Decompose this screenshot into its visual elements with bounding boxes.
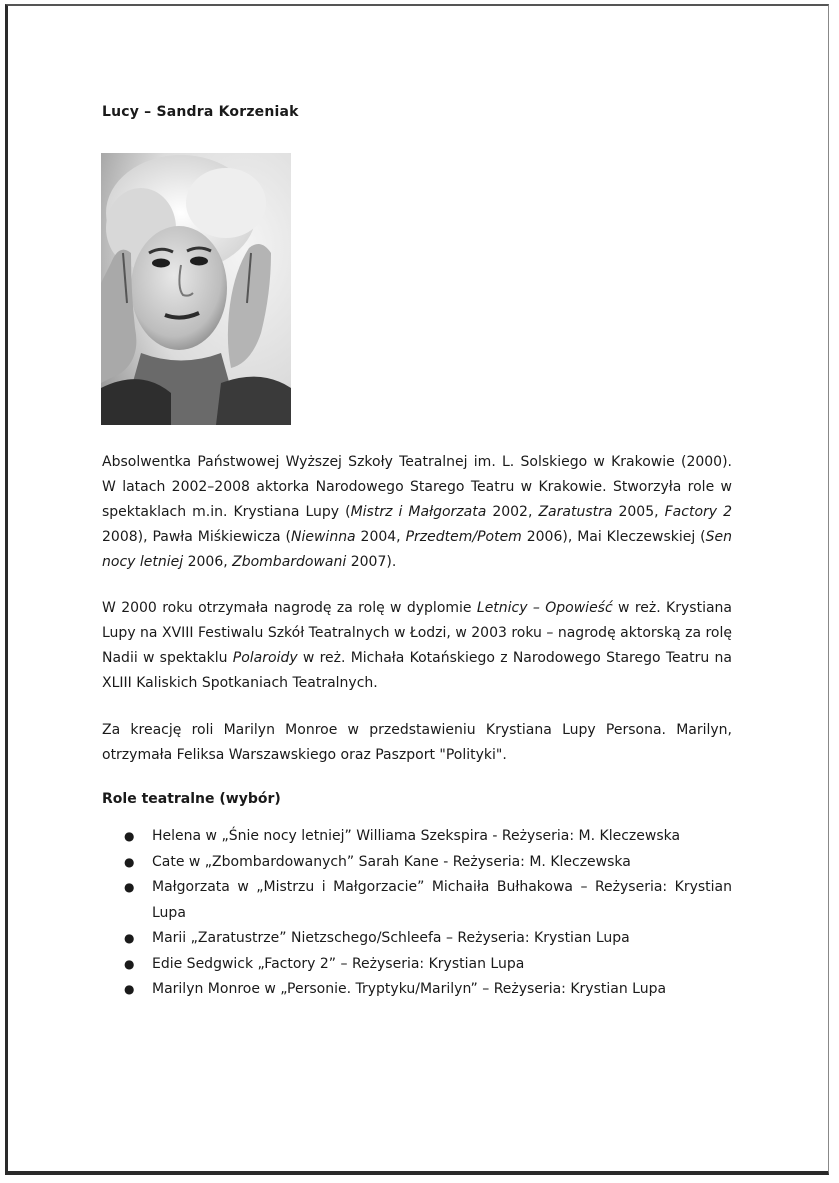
list-item	[102, 952, 732, 978]
paragraph-text: w reż. Michała Kotańskiego z Narodowego Starego Teatru na XLIII Kaliskich Spotkaniach Teatralnych.	[102, 650, 733, 691]
italic-title-text: Przedtem/Potem	[405, 529, 522, 545]
role-text: Marii „Zaratustrze” Nietzschego/Schleefa – Reżyseria: Krystian Lupa	[152, 930, 630, 946]
roles-heading: Role teatralne (wybór)	[102, 791, 281, 807]
italic-title-text: Niewinna	[291, 529, 356, 545]
bio-paragraph-awards	[102, 596, 732, 696]
role-text: Helena w „Śnie nocy letniej” Williama Szekspira - Reżyseria: M. Kleczewska	[152, 828, 681, 844]
roles-list	[102, 824, 732, 1003]
paragraph-text: 2006), Mai Kleczewskiej (	[521, 529, 706, 545]
italic-title-text: Polaroidy	[232, 650, 298, 666]
paragraph-text: 2005,	[612, 504, 665, 520]
page-title: Lucy – Sandra Korzeniak	[102, 104, 299, 120]
bullet-icon: ●	[124, 931, 135, 945]
list-item	[102, 875, 732, 926]
bullet-icon: ●	[124, 956, 135, 971]
paragraph-text: 2006,	[183, 554, 233, 570]
paragraph-text: 2008), Pawła Miśkiewicza (	[102, 529, 291, 545]
bio-paragraph-education	[102, 450, 732, 575]
paragraph-text: W 2000 roku otrzymała nagrodę za rolę w dyplomie	[102, 600, 477, 616]
bullet-icon: ●	[124, 829, 135, 843]
italic-title-text: Zbombardowani	[232, 554, 347, 570]
paragraph-text: w reż. Krystiana Lupy na XVIII Festiwalu Szkół Teatralnych w Łodzi, w 2003 roku – nagrodę aktorską za rolę Nadii w spektaklu	[102, 600, 732, 666]
list-item	[102, 977, 732, 1003]
bullet-icon: ●	[124, 880, 135, 894]
paragraph-text: Absolwentka Państwowej Wyższej Szkoły Teatralnej im. L. Solskiego w Krakowie (2000). W latach 2002–2008 aktorka Narodowego Starego Teatru w Krakowie. Stworzyła role w spektaklach m.in. Krystiana Lupy (	[102, 454, 732, 520]
italic-title-text: Sen nocy letniej	[102, 529, 733, 570]
list-item	[102, 850, 732, 876]
paragraph-text: 2002,	[486, 504, 539, 520]
italic-title-text: Zaratustra	[538, 504, 613, 520]
role-text: Małgorzata w „Mistrzu i Małgorzacie” Michaiła Bułhakowa – Reżyseria: Krystian Lupa	[152, 879, 732, 921]
bullet-icon: ●	[124, 982, 135, 996]
italic-title-text: Factory 2	[664, 504, 732, 520]
role-text: Marilyn Monroe w „Personie. Tryptyku/Marilyn” – Reżyseria: Krystian Lupa	[152, 981, 667, 997]
portrait-photo-icon	[101, 153, 291, 425]
portrait-photo	[101, 153, 291, 425]
bio-paragraph-marilyn	[102, 718, 732, 768]
italic-title-text: Letnicy – Opowieść	[476, 600, 613, 616]
role-text: Edie Sedgwick „Factory 2” – Reżyseria: Krystian Lupa	[152, 955, 525, 972]
role-text: Cate w „Zbombardowanych” Sarah Kane - Reżyseria: M. Kleczewska	[152, 853, 631, 870]
bullet-icon: ●	[124, 854, 135, 869]
paragraph-text: 2004,	[355, 529, 406, 545]
paragraph-text: 2007).	[346, 554, 397, 570]
italic-title-text: Mistrz i Małgorzata	[350, 504, 487, 520]
list-item	[102, 824, 732, 850]
list-item	[102, 926, 732, 952]
paragraph-text: Za kreację roli Marilyn Monroe w przedstawieniu Krystiana Lupy Persona. Marilyn, otrzymała Feliksa Warszawskiego oraz Paszport "Polityki".	[102, 722, 732, 763]
